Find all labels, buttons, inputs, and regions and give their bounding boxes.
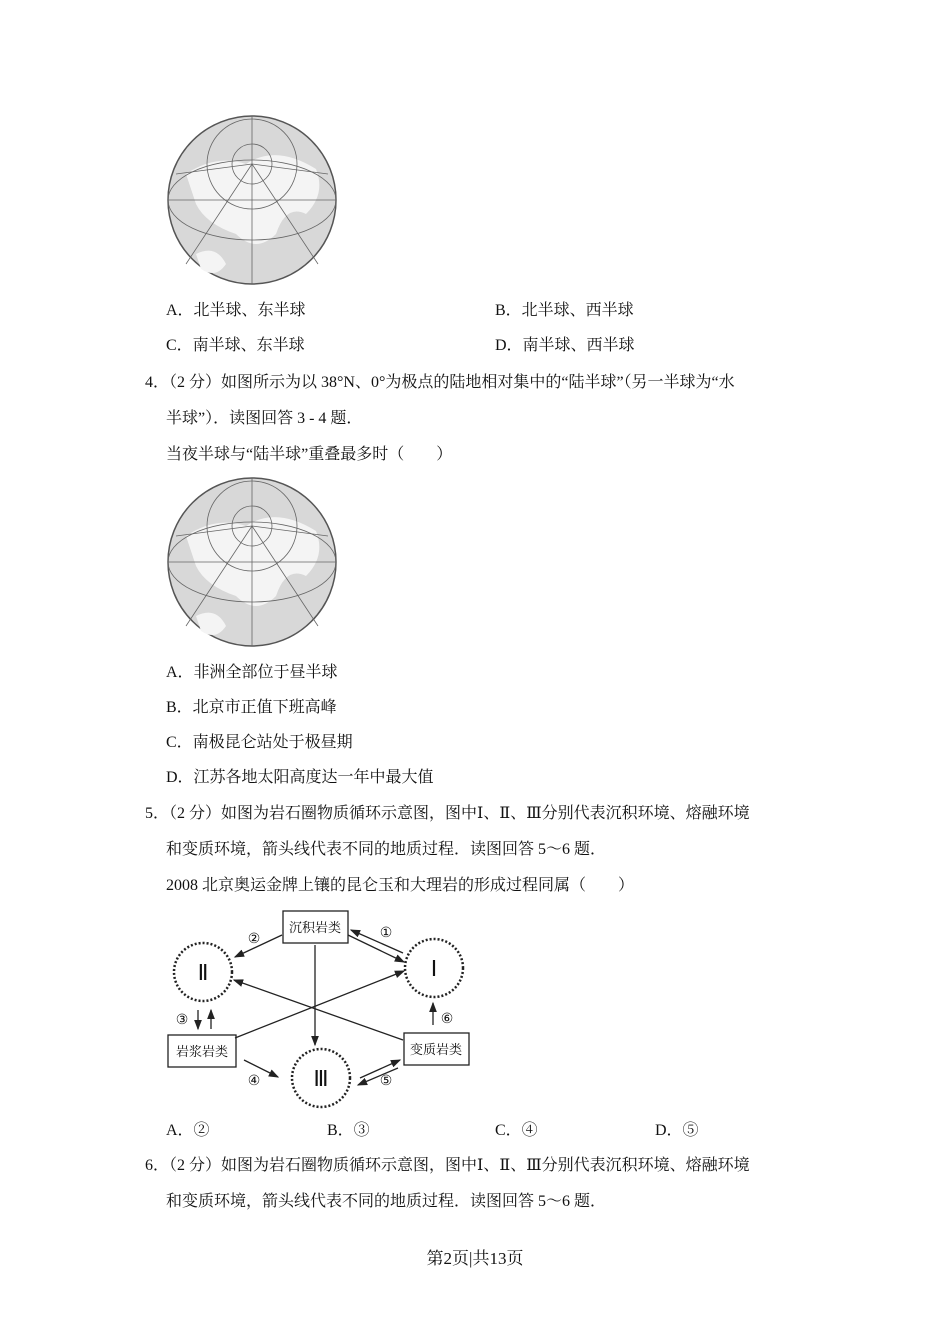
land-hemisphere-globe-image: [166, 476, 338, 648]
rock-cycle-diagram: [160, 905, 480, 1115]
option-c: C．南极昆仑站处于极昼期: [166, 734, 353, 751]
metamorphic-rock-label: 变质岩类: [409, 1042, 463, 1057]
sedimentary-rock-label: 沉积岩类: [288, 920, 342, 935]
question-4-prompt: 当夜半球与“陆半球”重叠最多时（ ）: [166, 446, 453, 463]
igneous-rock-label: 岩浆岩类: [175, 1044, 229, 1059]
page-footer: 第2页|共13页: [426, 1249, 524, 1268]
environment-i: Ⅰ: [430, 956, 438, 981]
option-d: D．⑤: [655, 1122, 699, 1139]
question-6-stem-cont: 和变质环境，箭头线代表不同的地质过程．读图回答 5～6 题．: [166, 1193, 607, 1210]
option-a: A．非洲全部位于昼半球: [166, 664, 338, 681]
process-5-label: ⑤: [379, 1074, 393, 1089]
land-hemisphere-globe-image: [166, 114, 338, 286]
question-4-stem-cont: 半球”）．读图回答 3 - 4 题．: [166, 410, 363, 427]
process-2-label: ②: [247, 932, 261, 947]
option-b: B．③: [327, 1122, 370, 1139]
process-4-label: ④: [247, 1074, 261, 1089]
question-5-stem-cont: 和变质环境，箭头线代表不同的地质过程．读图回答 5～6 题．: [166, 841, 607, 858]
option-b: B．北半球、西半球: [495, 302, 634, 319]
environment-iii: Ⅲ: [313, 1066, 329, 1091]
process-3-label: ③: [175, 1013, 189, 1028]
environment-ii: Ⅱ: [197, 960, 209, 985]
process-1-label: ①: [379, 926, 393, 941]
process-6-label: ⑥: [440, 1012, 454, 1027]
option-c: C．南半球、东半球: [166, 337, 305, 354]
option-d: D．江苏各地太阳高度达一年中最大值: [166, 769, 434, 786]
option-a: A．北半球、东半球: [166, 302, 306, 319]
question-5-prompt: 2008 北京奥运金牌上镶的昆仑玉和大理岩的形成过程同属（ ）: [166, 877, 635, 894]
option-b: B．北京市正值下班高峰: [166, 699, 337, 716]
question-6-stem: 6．（2 分）如图为岩石圈物质循环示意图，图中Ⅰ、Ⅱ、Ⅲ分别代表沉积环境、熔融环境: [145, 1157, 750, 1174]
question-5-stem: 5．（2 分）如图为岩石圈物质循环示意图，图中Ⅰ、Ⅱ、Ⅲ分别代表沉积环境、熔融环境: [145, 805, 750, 822]
option-d: D．南半球、西半球: [495, 337, 635, 354]
option-a: A．②: [166, 1122, 210, 1139]
question-4-stem: 4．（2 分）如图所示为以 38°N、0°为极点的陆地相对集中的“陆半球”（另一半球为“水: [145, 374, 735, 391]
option-c: C．④: [495, 1122, 538, 1139]
